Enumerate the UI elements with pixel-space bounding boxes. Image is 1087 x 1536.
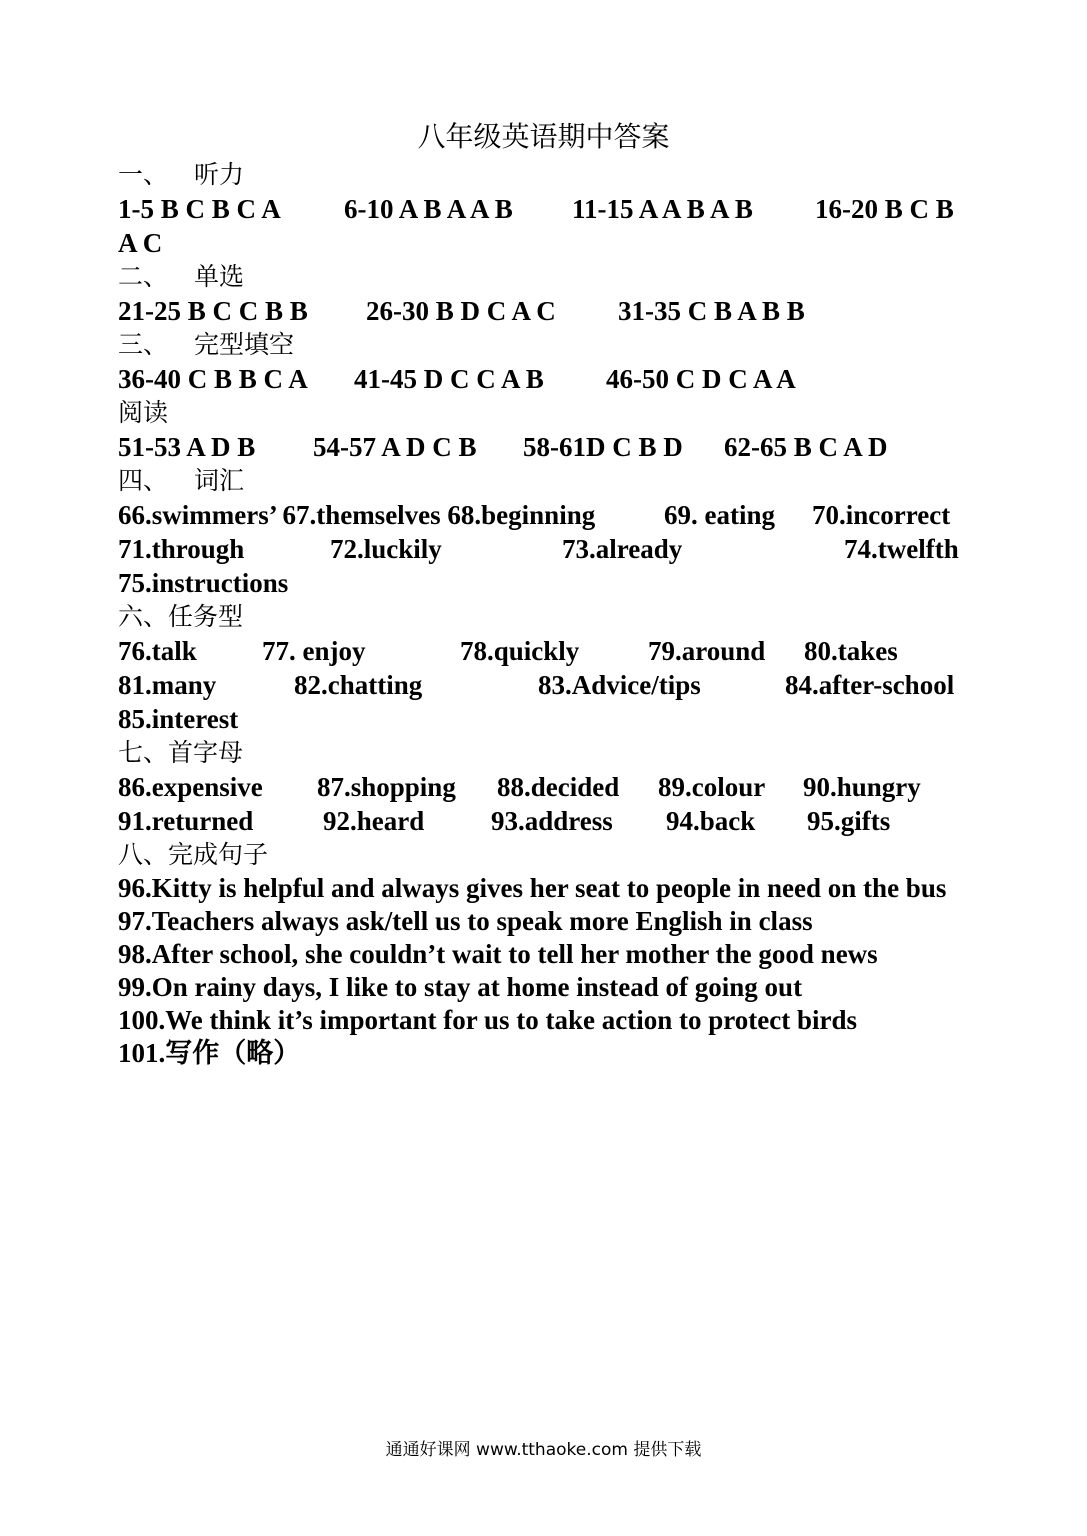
answer-group: 69. eating — [664, 500, 775, 530]
answer-group: 71.through — [118, 534, 245, 564]
section-number: 二、 — [118, 262, 169, 291]
page-footer: 通通好课网 www.tthaoke.com 提供下载 — [385, 1440, 702, 1460]
section-label: 八、完成句子 — [118, 840, 269, 869]
answer-line — [118, 804, 970, 838]
section-name: 听力 — [194, 160, 245, 189]
answer-group: 70.incorrect — [812, 500, 951, 530]
answer-group: 91.returned — [118, 806, 254, 836]
answer-group: 58-61D C B D — [523, 432, 683, 462]
answer-group: 11-15 A A B A B — [572, 194, 753, 224]
answer-line — [118, 430, 970, 464]
answer-group: 85.interest — [118, 704, 239, 734]
answer-group: 46-50 C D C A A — [606, 364, 796, 394]
answer-line — [118, 634, 970, 668]
answer-group: 26-30 B D C A C — [366, 296, 556, 326]
answer-group: 21-25 B C C B B — [118, 296, 308, 326]
answer-group: 93.address — [491, 806, 613, 836]
answer-group: 72.luckily — [330, 534, 442, 564]
section-name: 词汇 — [194, 466, 245, 495]
answer-group: 79.around — [648, 636, 766, 666]
answer-group: 90.hungry — [803, 772, 921, 802]
sentence-answer-98: 98.After school, she couldn’t wait to tell her mother the good news — [118, 939, 878, 969]
section-heading-single-choice — [118, 260, 970, 294]
section-heading-cloze — [118, 328, 970, 362]
sentence-answer-100: 100.We think it’s important for us to take action to protect birds — [118, 1005, 857, 1035]
answer-group: 6-10 A B A A B — [344, 194, 513, 224]
answer-group: 74.twelfth — [844, 534, 959, 564]
section-number: 一、 — [118, 160, 169, 189]
answer-group: 86.expensive — [118, 772, 263, 802]
answer-group: 73.already — [562, 534, 683, 564]
section-number: 四、 — [118, 466, 169, 495]
answer-group: 87.shopping — [317, 772, 456, 802]
answer-line — [118, 192, 970, 226]
answer-group: 66.swimmers’ 67.themselves 68.beginning — [118, 500, 596, 530]
answer-group: 62-65 B C A D — [724, 432, 888, 462]
answer-group: 95.gifts — [807, 806, 891, 836]
section-heading-vocabulary — [118, 464, 970, 498]
answer-group: 76.talk — [118, 636, 197, 666]
answer-content — [118, 158, 970, 1070]
sentence-answer-99: 99.On rainy days, I like to stay at home instead of going out — [118, 972, 803, 1002]
section-heading-sentences — [118, 838, 970, 872]
answer-group: 82.chatting — [294, 670, 423, 700]
answer-group: 51-53 A D B — [118, 432, 256, 462]
answer-line — [118, 498, 970, 532]
answer-group: 88.decided — [497, 772, 620, 802]
section-heading-task — [118, 600, 970, 634]
answer-group: 89.colour — [658, 772, 766, 802]
section-name: 单选 — [194, 262, 245, 291]
section-label: 七、首字母 — [118, 738, 244, 767]
answer-line — [118, 532, 970, 566]
answer-line — [118, 668, 970, 702]
answer-group: 94.back — [666, 806, 756, 836]
answer-group: 78.quickly — [460, 636, 580, 666]
writing-answer-101: 101.写作（略） — [118, 1038, 301, 1068]
sentence-answer-96: 96.Kitty is helpful and always gives her seat to people in need on the bus — [118, 873, 947, 903]
answer-group: 36-40 C B B C A — [118, 364, 308, 394]
answer-group: 1-5 B C B C A — [118, 194, 281, 224]
answer-group: 81.many — [118, 670, 217, 700]
answer-group: 54-57 A D C B — [313, 432, 477, 462]
answer-group: 41-45 D C C A B — [354, 364, 544, 394]
answer-group: 83.Advice/tips — [538, 670, 701, 700]
answer-group: 80.takes — [804, 636, 898, 666]
answer-group: 77. enjoy — [262, 636, 366, 666]
answer-group: A C — [118, 228, 163, 258]
answer-group: 84.after-school — [785, 670, 955, 700]
section-heading-initial — [118, 736, 970, 770]
answer-line — [118, 702, 970, 736]
answer-line — [118, 294, 970, 328]
answer-group: 16-20 B C B — [815, 194, 954, 224]
section-number: 三、 — [118, 330, 169, 359]
sentence-answer-97: 97.Teachers always ask/tell us to speak more English in class — [118, 906, 813, 936]
section-heading-reading — [118, 396, 970, 430]
answer-line — [118, 226, 970, 260]
section-heading-listening — [118, 158, 970, 192]
section-name: 完型填空 — [194, 330, 295, 359]
answer-group: 31-35 C B A B B — [618, 296, 805, 326]
section-label: 六、任务型 — [118, 602, 244, 631]
answer-group: 92.heard — [323, 806, 425, 836]
page-title: 八年级英语期中答案 — [417, 120, 670, 153]
answer-line — [118, 770, 970, 804]
answer-group: 75.instructions — [118, 568, 289, 598]
section-name: 阅读 — [118, 398, 169, 427]
answer-line — [118, 362, 970, 396]
answer-line — [118, 566, 970, 600]
